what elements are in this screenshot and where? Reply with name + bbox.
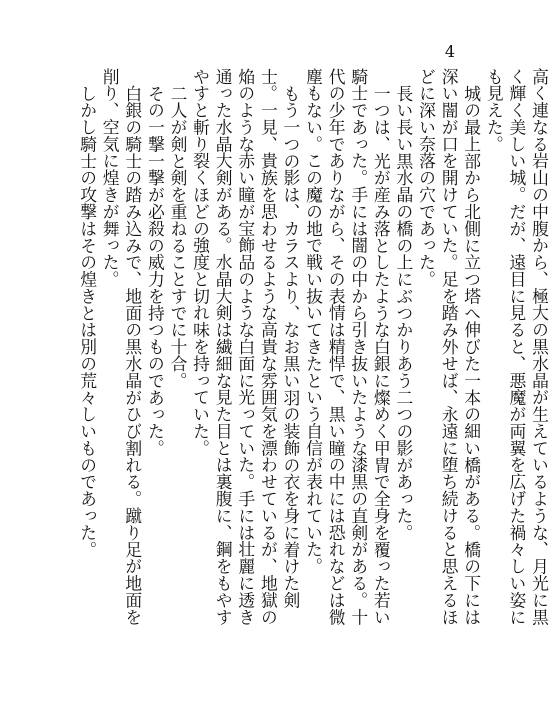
- paragraph: 白銀の騎士の踏み込みで、地面の黒水晶がひび割れる。蹴り足が地面を削り、空気に煌きが舞った。: [100, 68, 143, 626]
- paragraph: 長い長い黒水晶の橋の上にぶつかりあう二つの影があった。: [393, 84, 414, 541]
- page-number: 4: [444, 42, 456, 61]
- paragraph: しかし騎士の攻撃はその煌きとは別の荒々しいものであった。: [77, 84, 98, 558]
- vertical-text-columns: [76, 68, 550, 638]
- novel-text-block: [76, 68, 550, 638]
- paragraph: その一撃一撃が必殺の威力を持つものであった。: [145, 84, 166, 457]
- paragraph: 高く連なる岩山の中腹から、極大の黒水晶が生えているような、月光に黒く輝く美しい城。だが、遠目に見ると、悪魔が両翼を広げた禍々しい姿にも見えた。: [484, 68, 550, 626]
- paragraph: もう一つの影は、カラスより、なお黒い羽の装飾の衣を身に着けた剣士。一見、貴族を思わせるような高貴な雰囲気を漂わせているが、地獄の焔のような赤い瞳が宝飾品のような白面に光っていた。手には壮麗に透き通った水晶大剣がある。水晶大剣は繊細な見た目とは裏腹に、鋼をもやすやすと斬り裂くほどの強度と切れ味を持っていた。: [190, 68, 301, 626]
- paragraph: 一つは、光が産み落としたような白銀に燦めく甲冑で全身を覆った若い騎士であった。手には闇の中から引き抜いたような漆黒の直剣がある。十代の少年でありながら、その表情は精悍で、黒い瞳の中には恐れなどは微塵もない。この魔の地で戦い抜いてきたという自信が表れていた。: [303, 68, 392, 626]
- paragraph: 二人が剣と剣を重ねることすでに十合。: [167, 84, 188, 389]
- paragraph: 城の最上部から北側に立つ塔へ伸びた一本の細い橋がある。橋の下には深い闇が口を開けていた。足を踏み外せば、永遠に堕ち続けると思えるほどに深い奈落の穴であった。: [416, 68, 482, 626]
